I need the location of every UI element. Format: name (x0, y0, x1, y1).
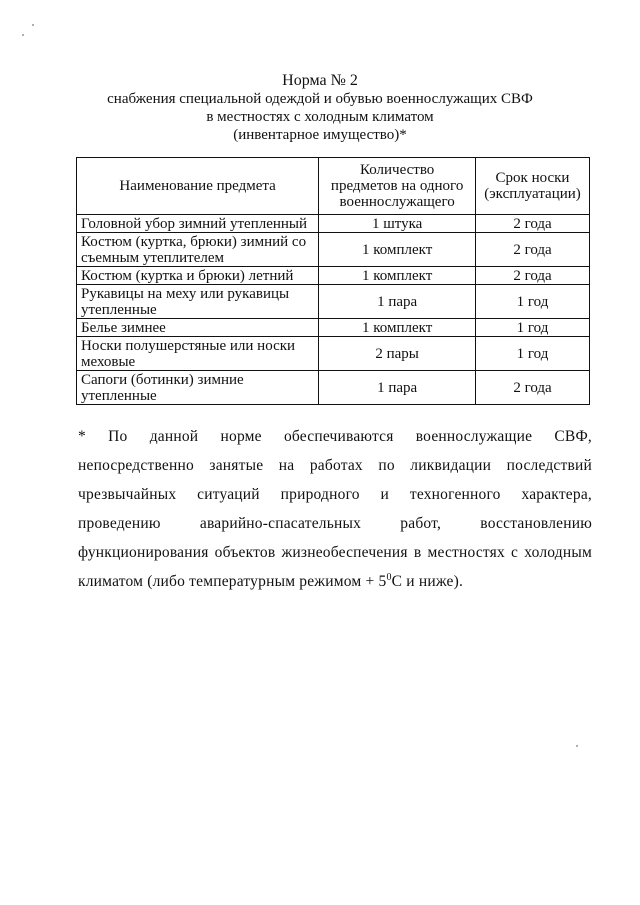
table-row (77, 267, 590, 285)
item-term: 1 год (476, 285, 590, 319)
footnote-text: * По данной норме обеспечиваются военнослужащие СВФ, непосредственно занятые на работах по ликвидации последствий чрезвычайных ситуаций природного и техногенного характера, проведению аварийно-спасательных работ, восстановлению функционирования объектов жизнеобеспечения в местностях с холодным климатом (либо температурным режимом + 5 (78, 428, 592, 590)
scan-artifact (22, 34, 24, 36)
item-quantity: 1 комплект (319, 319, 476, 337)
item-quantity: 1 штука (319, 215, 476, 233)
item-term: 1 год (476, 319, 590, 337)
table-header-row (77, 158, 590, 215)
item-quantity: 1 пара (319, 285, 476, 319)
item-term: 2 года (476, 267, 590, 285)
title-line-3: (инвентарное имущество)* (233, 127, 407, 143)
item-name: Рукавицы на меху или рукавицы утепленные (77, 285, 319, 319)
title-line-2: в местностях с холодным климатом (206, 109, 434, 125)
item-term: 2 года (476, 371, 590, 405)
item-term: 2 года (476, 215, 590, 233)
item-term: 1 год (476, 337, 590, 371)
item-name: Головной убор зимний утепленный (77, 215, 319, 233)
title-line-1: снабжения специальной одеждой и обувью военнослужащих СВФ (107, 91, 533, 107)
table-row (77, 215, 590, 233)
footnote-text-end: С и ниже). (391, 573, 464, 590)
degree-superscript: 0 (386, 571, 392, 583)
item-name: Носки полушерстяные или носки меховые (77, 337, 319, 371)
document-title (0, 72, 640, 144)
scan-artifact (32, 24, 34, 26)
table-row (77, 371, 590, 405)
item-quantity: 2 пары (319, 337, 476, 371)
item-name: Белье зимнее (77, 319, 319, 337)
table-row (77, 285, 590, 319)
item-quantity: 1 комплект (319, 267, 476, 285)
table-row (77, 233, 590, 267)
norm-number: Норма № 2 (282, 72, 358, 89)
item-name: Сапоги (ботинки) зимние утепленные (77, 371, 319, 405)
table-row (77, 337, 590, 371)
footnote (78, 422, 592, 596)
item-name: Костюм (куртка, брюки) зимний со съемным утеплителем (77, 233, 319, 267)
item-term: 2 года (476, 233, 590, 267)
item-quantity: 1 комплект (319, 233, 476, 267)
header-quantity: Количество предметов на одного военнослужащего (319, 158, 476, 215)
item-quantity: 1 пара (319, 371, 476, 405)
scan-artifact (576, 745, 578, 747)
table-row (77, 319, 590, 337)
header-wear-term: Срок носки (эксплуатации) (476, 158, 590, 215)
item-name: Костюм (куртка и брюки) летний (77, 267, 319, 285)
norm-table (76, 157, 590, 405)
header-item-name: Наименование предмета (77, 158, 319, 215)
